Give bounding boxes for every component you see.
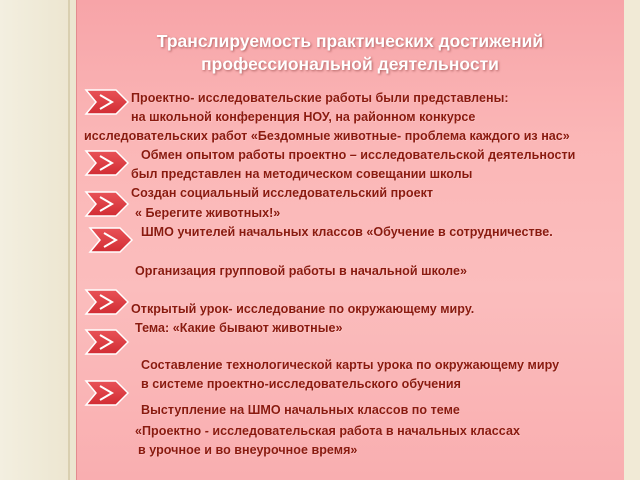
item-3-line-2: « Берегите животных!» (135, 206, 281, 220)
item-5-line-2: Тема: «Какие бывают животные» (135, 321, 343, 335)
item-1-line-2: на школьной конференция НОУ, на районном конкурсе (131, 110, 476, 124)
slide-title (76, 30, 624, 76)
item-4-line-1: ШМО учителей начальных классов «Обучение в сотрудничестве. (141, 225, 553, 239)
item-7-line-2: «Проектно - исследовательская работа в начальных классах (135, 424, 520, 438)
item-4-line-2: Организация групповой работы в начальной школе» (135, 264, 467, 278)
item-7-line-3: в урочное и во внеурочное время» (138, 443, 358, 457)
item-6-line-1: Составление технологической карты урока по окружающему миру (141, 358, 560, 372)
chevron-right-arrow-icon (84, 288, 130, 316)
item-3-line-1: Создан социальный исследовательский проект (131, 186, 434, 200)
item-1-line-3: исследовательских работ «Бездомные животные- проблема каждого из нас» (84, 129, 570, 143)
chevron-right-arrow-icon (84, 328, 130, 356)
item-5-line-1: Открытый урок- исследование по окружающему миру. (131, 302, 475, 316)
item-6-line-2: в системе проектно-исследовательского обучения (141, 377, 461, 391)
item-2-line-1: Обмен опытом работы проектно – исследовательской деятельности (141, 148, 576, 162)
chevron-right-arrow-icon (84, 190, 130, 218)
left-decorative-strip (0, 0, 76, 480)
right-edge-strip (624, 0, 640, 480)
title-line-1: Транслируемость практических достижений (156, 31, 544, 51)
item-2-line-2: был представлен на методическом совещании школы (131, 167, 473, 181)
title-line-2: профессиональной деятельности (201, 54, 499, 74)
chevron-right-arrow-icon (88, 226, 134, 254)
item-7-line-1: Выступление на ШМО начальных классов по теме (141, 403, 460, 417)
chevron-right-arrow-icon (84, 149, 130, 177)
chevron-right-arrow-icon (84, 88, 130, 116)
chevron-right-arrow-icon (84, 379, 130, 407)
item-1-line-1: Проектно- исследовательские работы были представлены: (131, 91, 509, 105)
